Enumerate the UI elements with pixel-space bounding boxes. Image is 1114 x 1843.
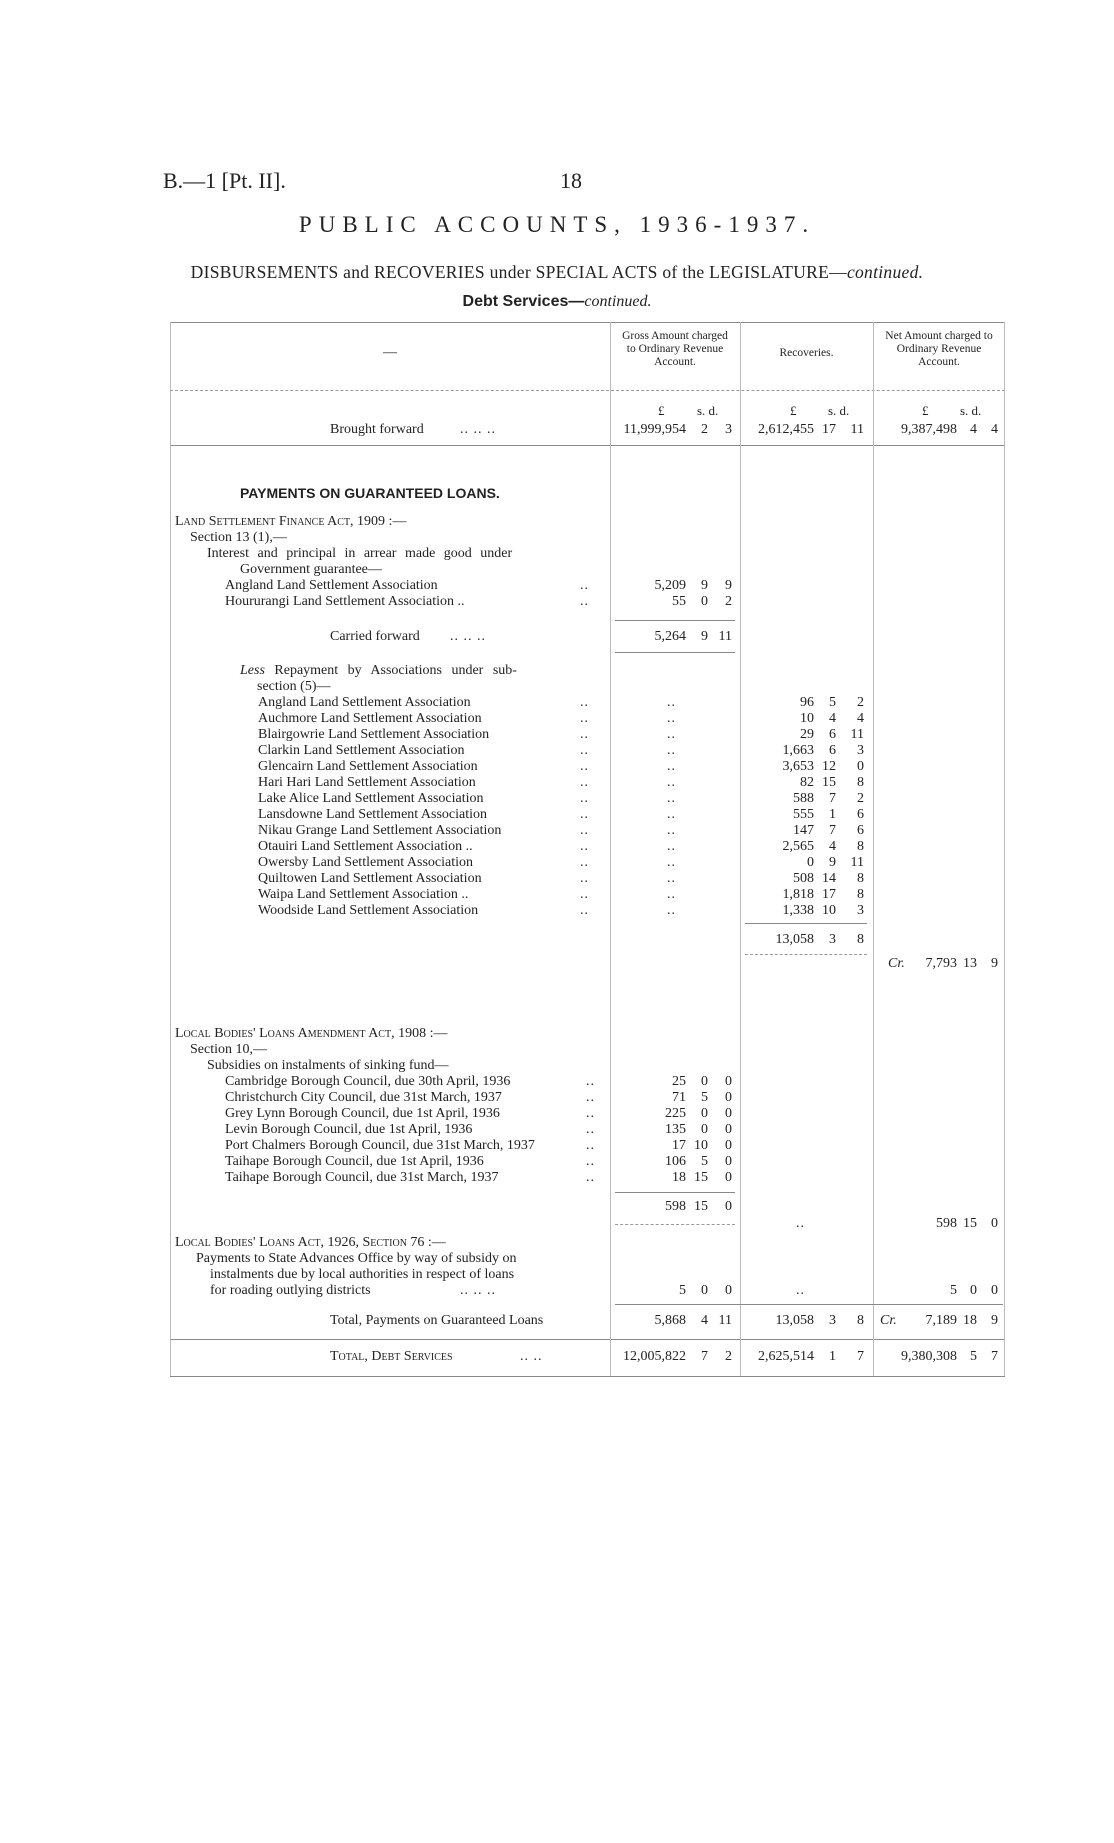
rec-pence: 2 xyxy=(857,695,864,710)
rec-pounds: 10 xyxy=(800,711,814,726)
gross-pence: 0 xyxy=(725,1074,732,1089)
col-head-description: — xyxy=(383,345,397,360)
leader-dots: .. xyxy=(667,743,676,758)
leader-dots: .. xyxy=(586,1122,595,1137)
leader-dots: .. xyxy=(580,711,589,726)
gross-pence: 0 xyxy=(725,1154,732,1169)
gross-pounds: 11,999,954 xyxy=(623,422,686,437)
gt-net-pence: 9 xyxy=(991,1313,998,1328)
net-shillings: 4 xyxy=(970,422,977,437)
rec-pounds: 1,338 xyxy=(782,903,814,918)
gross-pence: 0 xyxy=(725,1090,732,1105)
unit-sd-net: s. d. xyxy=(960,403,982,418)
less-repayment-line-2: section (5)— xyxy=(257,679,331,694)
leader-dots: .. xyxy=(667,759,676,774)
row-label: Quiltowen Land Settlement Association xyxy=(258,871,482,886)
rec-pence: 6 xyxy=(857,807,864,822)
leader-dots: .. xyxy=(667,839,676,854)
gross-pounds: 18 xyxy=(672,1170,686,1185)
brought-forward-rule xyxy=(170,445,1005,446)
net-pence: 4 xyxy=(991,422,998,437)
row-label: Angland Land Settlement Association xyxy=(225,578,438,593)
rec-pence: 8 xyxy=(857,871,864,886)
leader-dots: .. xyxy=(667,695,676,710)
row-label: Waipa Land Settlement Association .. xyxy=(258,887,469,902)
leader-dots: .. xyxy=(586,1090,595,1105)
roading-gross-pence: 0 xyxy=(725,1283,732,1298)
rec-shillings: 14 xyxy=(822,871,836,886)
subsidies-line: Subsidies on instalments of sinking fund— xyxy=(207,1058,449,1073)
table-top-rule xyxy=(170,322,1005,323)
carried-pence: 11 xyxy=(718,629,732,644)
rec-pence: 4 xyxy=(857,711,864,726)
page-number: 18 xyxy=(560,168,582,193)
col-rule-left xyxy=(170,322,171,1376)
bottom-rule-2 xyxy=(170,1376,1005,1377)
council-net-pounds: 598 xyxy=(936,1216,957,1231)
gross-pence: 0 xyxy=(725,1138,732,1153)
section-main: Debt Services— xyxy=(462,293,585,310)
gt-rec-shillings: 3 xyxy=(829,1313,836,1328)
carried-shillings: 9 xyxy=(701,629,708,644)
unit-pound-net: £ xyxy=(922,403,929,418)
rec-pounds: 3,653 xyxy=(782,759,814,774)
leader-dots: .. xyxy=(580,871,589,886)
gt-gross-shillings: 4 xyxy=(701,1313,708,1328)
lsf-net-pounds: 7,793 xyxy=(925,956,957,971)
dt-net-pence: 7 xyxy=(991,1349,998,1364)
gross-pounds: 225 xyxy=(665,1106,686,1121)
gross-shillings: 0 xyxy=(701,1074,708,1089)
leader-dots: .. xyxy=(580,594,589,609)
page-title: PUBLIC ACCOUNTS, 1936-1937. xyxy=(298,212,816,237)
gt-net-shillings: 18 xyxy=(963,1313,977,1328)
col-head-gross: Gross Amount charged to Ordinary Revenue Account. xyxy=(622,330,728,368)
rec-shillings: 4 xyxy=(829,839,836,854)
rec-shillings: 12 xyxy=(822,759,836,774)
rec-pounds: 1,818 xyxy=(782,887,814,902)
section-13: Section 13 (1),— xyxy=(190,530,287,545)
gt-gross-pounds: 5,868 xyxy=(654,1313,686,1328)
leader-dots: .. xyxy=(580,823,589,838)
interest-line-1: Interest and principal in arrear made good under xyxy=(207,546,513,561)
land-settlement-act: Land Settlement Finance Act, 1909 :— xyxy=(175,514,407,529)
row-label: Cambridge Borough Council, due 30th April, 1936 xyxy=(225,1074,511,1089)
dt-rec-pence: 7 xyxy=(857,1349,864,1364)
row-label: Auchmore Land Settlement Association xyxy=(258,711,482,726)
row-label: Owersby Land Settlement Association xyxy=(258,855,474,870)
col-head-net: Net Amount charged to Ordinary Revenue Account. xyxy=(885,330,993,368)
rec-pounds: 555 xyxy=(793,807,814,822)
subtitle-continued: continued. xyxy=(846,262,924,282)
roading-net-shillings: 0 xyxy=(970,1283,977,1298)
rec-pounds: 1,663 xyxy=(782,743,814,758)
dt-gross-pence: 2 xyxy=(725,1349,732,1364)
leader-dots: .. xyxy=(667,903,676,918)
rec-pence: 11 xyxy=(850,422,864,437)
leader-dots: .. xyxy=(580,791,589,806)
gross-shillings: 0 xyxy=(701,1122,708,1137)
repay-total-underline xyxy=(745,954,867,955)
rec-shillings: 4 xyxy=(829,711,836,726)
leader-dots: .. xyxy=(667,823,676,838)
rec-shillings: 17 xyxy=(822,422,836,437)
local-bodies-1908-act: Local Bodies' Loans Amendment Act, 1908 :— xyxy=(175,1026,448,1041)
gross-pounds: 5,209 xyxy=(654,578,686,593)
dt-gross-pounds: 12,005,822 xyxy=(623,1349,686,1364)
gross-shillings: 0 xyxy=(701,594,708,609)
leader-dots: .. xyxy=(796,1216,805,1231)
gross-pence: 2 xyxy=(725,594,732,609)
debt-total-label: Total, Debt Services xyxy=(330,1349,453,1364)
council-subtotal-pounds: 598 xyxy=(665,1199,686,1214)
row-label: Lansdowne Land Settlement Association xyxy=(258,807,488,822)
row-label: Port Chalmers Borough Council, due 31st March, 1937 xyxy=(225,1138,535,1153)
council-subtotal-pence: 0 xyxy=(725,1199,732,1214)
rec-pence: 2 xyxy=(857,791,864,806)
leader-dots: .. xyxy=(580,578,589,593)
gt-gross-pence: 11 xyxy=(718,1313,732,1328)
rec-pence: 3 xyxy=(857,743,864,758)
leader-dots: .. xyxy=(667,775,676,790)
gt-net-pounds: 7,189 xyxy=(925,1313,957,1328)
row-label: Hari Hari Land Settlement Association xyxy=(258,775,476,790)
council-subtotal-rule xyxy=(615,1192,735,1193)
leader-dots: .. xyxy=(580,775,589,790)
section-10: Section 10,— xyxy=(190,1042,267,1057)
rec-pounds: 2,565 xyxy=(782,839,814,854)
roading-gross-pounds: 5 xyxy=(679,1283,686,1298)
rec-pence: 11 xyxy=(850,727,864,742)
rec-pounds: 588 xyxy=(793,791,814,806)
leader-dots: .. xyxy=(667,807,676,822)
row-label: Christchurch City Council, due 31st March, 1937 xyxy=(225,1090,502,1105)
rec-shillings: 1 xyxy=(829,807,836,822)
leader-dots: .. xyxy=(580,695,589,710)
rec-pounds: 0 xyxy=(807,855,814,870)
rec-shillings: 7 xyxy=(829,791,836,806)
leader-dots: .. xyxy=(667,855,676,870)
subtitle-main: DISBURSEMENTS and RECOVERIES under SPECIAL ACTS of the LEGISLATURE— xyxy=(190,262,847,282)
roading-gross-shillings: 0 xyxy=(701,1283,708,1298)
leader-dots: .. xyxy=(580,887,589,902)
lsf-net-shillings: 13 xyxy=(963,956,977,971)
leader-dots: .. xyxy=(586,1170,595,1185)
gross-pounds: 17 xyxy=(672,1138,686,1153)
repay-total-pence: 8 xyxy=(857,932,864,947)
leader-dots: .. xyxy=(667,871,676,886)
unit-sd-rec: s. d. xyxy=(828,403,850,418)
roading-line-2: instalments due by local authorities in respect of loans xyxy=(210,1267,515,1282)
row-label: Grey Lynn Borough Council, due 1st April, 1936 xyxy=(225,1106,500,1121)
leader-dots: .. xyxy=(580,903,589,918)
unit-pound-gross: £ xyxy=(658,403,665,418)
rec-pence: 8 xyxy=(857,775,864,790)
gross-pence: 0 xyxy=(725,1170,732,1185)
local-bodies-1926-act: Local Bodies' Loans Act, 1926, Section 76 :— xyxy=(175,1235,446,1250)
rec-shillings: 6 xyxy=(829,743,836,758)
dt-rec-pounds: 2,625,514 xyxy=(758,1349,814,1364)
rec-pence: 11 xyxy=(850,855,864,870)
dt-net-pounds: 9,380,308 xyxy=(901,1349,957,1364)
rec-pence: 6 xyxy=(857,823,864,838)
dt-gross-shillings: 7 xyxy=(701,1349,708,1364)
gross-shillings: 10 xyxy=(694,1138,708,1153)
leader-dots: .. .. .. xyxy=(460,422,496,437)
row-label: Taihape Borough Council, due 31st March, 1937 xyxy=(225,1170,499,1185)
leader-dots: .. xyxy=(580,855,589,870)
repay-total-rule xyxy=(745,923,867,924)
repay-total-pounds: 13,058 xyxy=(775,932,814,947)
gt-rec-pence: 8 xyxy=(857,1313,864,1328)
rec-shillings: 10 xyxy=(822,903,836,918)
gross-pounds: 106 xyxy=(665,1154,686,1169)
rec-pounds: 2,612,455 xyxy=(758,422,814,437)
row-label: Blairgowrie Land Settlement Association xyxy=(258,727,490,742)
leader-dots: .. .. .. xyxy=(460,1283,496,1298)
less-text: Repayment by Associations under sub- xyxy=(264,663,517,678)
carried-pounds: 5,264 xyxy=(654,629,686,644)
col-rule-gross xyxy=(610,322,611,1376)
leader-dots: .. xyxy=(796,1283,805,1298)
leader-dots: .. xyxy=(580,759,589,774)
gross-shillings: 15 xyxy=(694,1170,708,1185)
leader-dots: .. xyxy=(586,1138,595,1153)
gross-pence: 3 xyxy=(725,422,732,437)
gross-pence: 9 xyxy=(725,578,732,593)
col-rule-right xyxy=(1004,322,1005,1376)
council-subtotal-underline xyxy=(615,1224,735,1225)
rec-pounds: 29 xyxy=(800,727,814,742)
rec-pounds: 508 xyxy=(793,871,814,886)
council-net-pence: 0 xyxy=(991,1216,998,1231)
leader-dots: .. xyxy=(580,807,589,822)
gt-rec-pounds: 13,058 xyxy=(775,1313,814,1328)
unit-sd-gross: s. d. xyxy=(697,403,719,418)
leader-dots: .. xyxy=(667,791,676,806)
gross-shillings: 0 xyxy=(701,1106,708,1121)
gross-shillings: 9 xyxy=(701,578,708,593)
leader-dots: .. .. .. xyxy=(450,629,486,644)
less-repayment-line-1 xyxy=(240,663,517,679)
interest-line-2: Government guarantee— xyxy=(240,562,382,577)
document-reference: B.—1 [Pt. II]. xyxy=(163,168,286,193)
rec-shillings: 17 xyxy=(822,887,836,902)
leader-dots: .. xyxy=(580,839,589,854)
row-label: Clarkin Land Settlement Association xyxy=(258,743,465,758)
leader-dots: .. xyxy=(667,727,676,742)
section-continued: continued. xyxy=(584,293,652,310)
row-label: Hoururangi Land Settlement Association .. xyxy=(225,594,465,609)
rec-pence: 0 xyxy=(857,759,864,774)
brought-forward-label: Brought forward xyxy=(330,422,424,437)
leader-dots: .. xyxy=(580,743,589,758)
roading-line-3: for roading outlying districts xyxy=(210,1283,371,1298)
council-subtotal-shillings: 15 xyxy=(694,1199,708,1214)
dt-rec-shillings: 1 xyxy=(829,1349,836,1364)
leader-dots: .. xyxy=(667,711,676,726)
rec-shillings: 7 xyxy=(829,823,836,838)
rec-shillings: 15 xyxy=(822,775,836,790)
leader-dots: .. xyxy=(580,727,589,742)
header-divider xyxy=(170,390,1005,391)
gross-pounds: 25 xyxy=(672,1074,686,1089)
lsf-net-pence: 9 xyxy=(991,956,998,971)
rec-shillings: 6 xyxy=(829,727,836,742)
leader-dots: .. xyxy=(586,1106,595,1121)
rec-pounds: 147 xyxy=(793,823,814,838)
dt-net-shillings: 5 xyxy=(970,1349,977,1364)
row-label: Glencairn Land Settlement Association xyxy=(258,759,478,774)
leader-dots: .. xyxy=(586,1074,595,1089)
gross-pence: 0 xyxy=(725,1106,732,1121)
rec-pence: 8 xyxy=(857,839,864,854)
leader-dots: .. xyxy=(586,1154,595,1169)
rec-shillings: 9 xyxy=(829,855,836,870)
carried-forward-label: Carried forward xyxy=(330,629,420,644)
roading-line-1: Payments to State Advances Office by way of subsidy on xyxy=(196,1251,517,1266)
row-label: Lake Alice Land Settlement Association xyxy=(258,791,484,806)
rec-pounds: 96 xyxy=(800,695,814,710)
leader-dots: .. xyxy=(667,887,676,902)
gross-pounds: 135 xyxy=(665,1122,686,1137)
roading-net-pence: 0 xyxy=(991,1283,998,1298)
row-label: Taihape Borough Council, due 1st April, 1936 xyxy=(225,1154,484,1169)
row-label: Angland Land Settlement Association xyxy=(258,695,471,710)
rec-pence: 3 xyxy=(857,903,864,918)
row-label: Otauiri Land Settlement Association .. xyxy=(258,839,473,854)
page-subtitle xyxy=(0,262,1114,283)
carried-forward-rule xyxy=(615,620,735,621)
gross-pounds: 71 xyxy=(672,1090,686,1105)
repay-total-shillings: 3 xyxy=(829,932,836,947)
bottom-rule-1 xyxy=(170,1339,1005,1340)
gt-net-cr: Cr. xyxy=(880,1313,897,1328)
unit-pound-rec: £ xyxy=(790,403,797,418)
lsf-net-cr: Cr. xyxy=(888,956,905,971)
gross-shillings: 5 xyxy=(701,1090,708,1105)
guaranteed-total-label: Total, Payments on Guaranteed Loans xyxy=(330,1313,544,1328)
guaranteed-total-rule xyxy=(615,1304,1003,1305)
row-label: Nikau Grange Land Settlement Association xyxy=(258,823,502,838)
roading-net-pounds: 5 xyxy=(950,1283,957,1298)
carried-forward-underline xyxy=(615,652,735,653)
net-pounds: 9,387,498 xyxy=(901,422,957,437)
gross-shillings: 5 xyxy=(701,1154,708,1169)
guaranteed-loans-heading: PAYMENTS ON GUARANTEED LOANS. xyxy=(240,485,500,501)
gross-pence: 0 xyxy=(725,1122,732,1137)
leader-dots: .. .. xyxy=(520,1349,543,1364)
row-label: Levin Borough Council, due 1st April, 1936 xyxy=(225,1122,473,1137)
rec-pounds: 82 xyxy=(800,775,814,790)
row-label: Woodside Land Settlement Association xyxy=(258,903,479,918)
col-head-recoveries: Recoveries. xyxy=(779,347,834,359)
section-title xyxy=(0,293,1114,311)
gross-shillings: 2 xyxy=(701,422,708,437)
council-net-shillings: 15 xyxy=(963,1216,977,1231)
less-word: Less xyxy=(240,663,265,678)
gross-pounds: 55 xyxy=(672,594,686,609)
rec-pence: 8 xyxy=(857,887,864,902)
rec-shillings: 5 xyxy=(829,695,836,710)
